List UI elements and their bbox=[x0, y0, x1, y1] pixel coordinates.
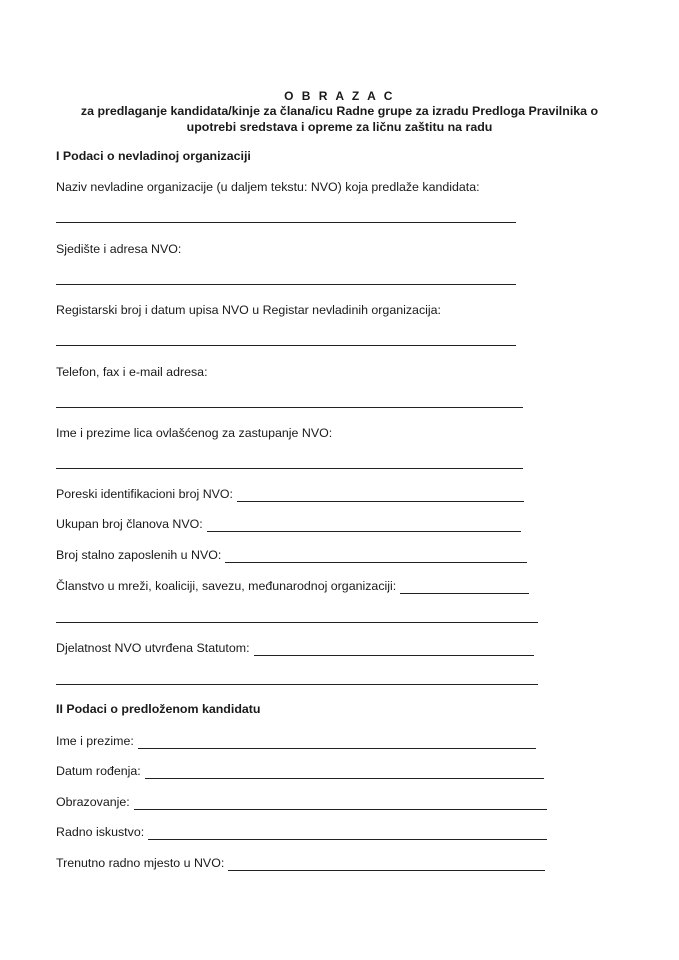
label-ovlasceno-lice: Ime i prezime lica ovlašćenog za zastupanje NVO: bbox=[56, 426, 333, 440]
form-title: O B R A Z A C bbox=[284, 89, 395, 103]
field-djelatnost[interactable] bbox=[254, 643, 534, 656]
field-zaposleni[interactable] bbox=[225, 550, 527, 563]
label-datum-rodjenja: Datum rođenja: bbox=[56, 764, 141, 778]
field-ime-prezime[interactable] bbox=[138, 736, 536, 749]
field-radno-mjesto[interactable] bbox=[228, 858, 545, 871]
field-radno-iskustvo[interactable] bbox=[148, 827, 547, 840]
form-subtitle-line1: za predlaganje kandidata/kinje za člana/icu Radne grupe za izradu Predloga Pravilnika o bbox=[80, 104, 599, 118]
row-clanovi bbox=[56, 517, 521, 532]
field-clanstvo[interactable] bbox=[400, 581, 529, 594]
row-djelatnost bbox=[56, 641, 534, 656]
field-registarski-broj[interactable] bbox=[56, 345, 516, 346]
field-clanstvo-line2[interactable] bbox=[56, 622, 538, 623]
form-subtitle-line2: upotrebi sredstava i opreme za ličnu zaštitu na radu bbox=[186, 120, 493, 134]
section-1-heading: I Podaci o nevladinoj organizaciji bbox=[56, 149, 251, 163]
field-clanovi[interactable] bbox=[207, 519, 521, 532]
row-radno-iskustvo bbox=[56, 825, 547, 840]
field-obrazovanje[interactable] bbox=[134, 797, 547, 810]
field-pib[interactable] bbox=[237, 489, 524, 502]
field-ovlasceno-lice[interactable] bbox=[56, 468, 523, 469]
label-ime-prezime: Ime i prezime: bbox=[56, 734, 134, 748]
label-radno-iskustvo: Radno iskustvo: bbox=[56, 825, 145, 839]
label-naziv-nvo: Naziv nevladine organizacije (u daljem tekstu: NVO) koja predlaže kandidata: bbox=[56, 180, 480, 194]
label-radno-mjesto: Trenutno radno mjesto u NVO: bbox=[56, 856, 225, 870]
label-registarski-broj: Registarski broj i datum upisa NVO u Registar nevladinih organizacija: bbox=[56, 303, 441, 317]
row-zaposleni bbox=[56, 548, 527, 563]
label-clanstvo: Članstvo u mreži, koaliciji, savezu, međunarodnoj organizaciji: bbox=[56, 579, 397, 593]
label-zaposleni: Broj stalno zaposlenih u NVO: bbox=[56, 548, 222, 562]
label-pib: Poreski identifikacioni broj NVO: bbox=[56, 487, 233, 501]
row-clanstvo bbox=[56, 579, 529, 594]
label-sjediste: Sjedište i adresa NVO: bbox=[56, 242, 182, 256]
field-datum-rodjenja[interactable] bbox=[145, 766, 544, 779]
label-djelatnost: Djelatnost NVO utvrđena Statutom: bbox=[56, 641, 250, 655]
field-sjediste[interactable] bbox=[56, 284, 516, 285]
label-clanovi: Ukupan broj članova NVO: bbox=[56, 517, 203, 531]
form-header bbox=[0, 89, 679, 135]
row-obrazovanje bbox=[56, 795, 547, 810]
section-2-heading: II Podaci o predloženom kandidatu bbox=[56, 702, 261, 716]
row-pib bbox=[56, 487, 524, 502]
label-telefon: Telefon, fax i e-mail adresa: bbox=[56, 365, 208, 379]
row-ime-prezime bbox=[56, 734, 536, 749]
row-datum-rodjenja bbox=[56, 764, 544, 779]
field-naziv-nvo[interactable] bbox=[56, 222, 516, 223]
field-djelatnost-line2[interactable] bbox=[56, 684, 538, 685]
field-telefon[interactable] bbox=[56, 407, 523, 408]
row-radno-mjesto bbox=[56, 856, 545, 871]
label-obrazovanje: Obrazovanje: bbox=[56, 795, 130, 809]
